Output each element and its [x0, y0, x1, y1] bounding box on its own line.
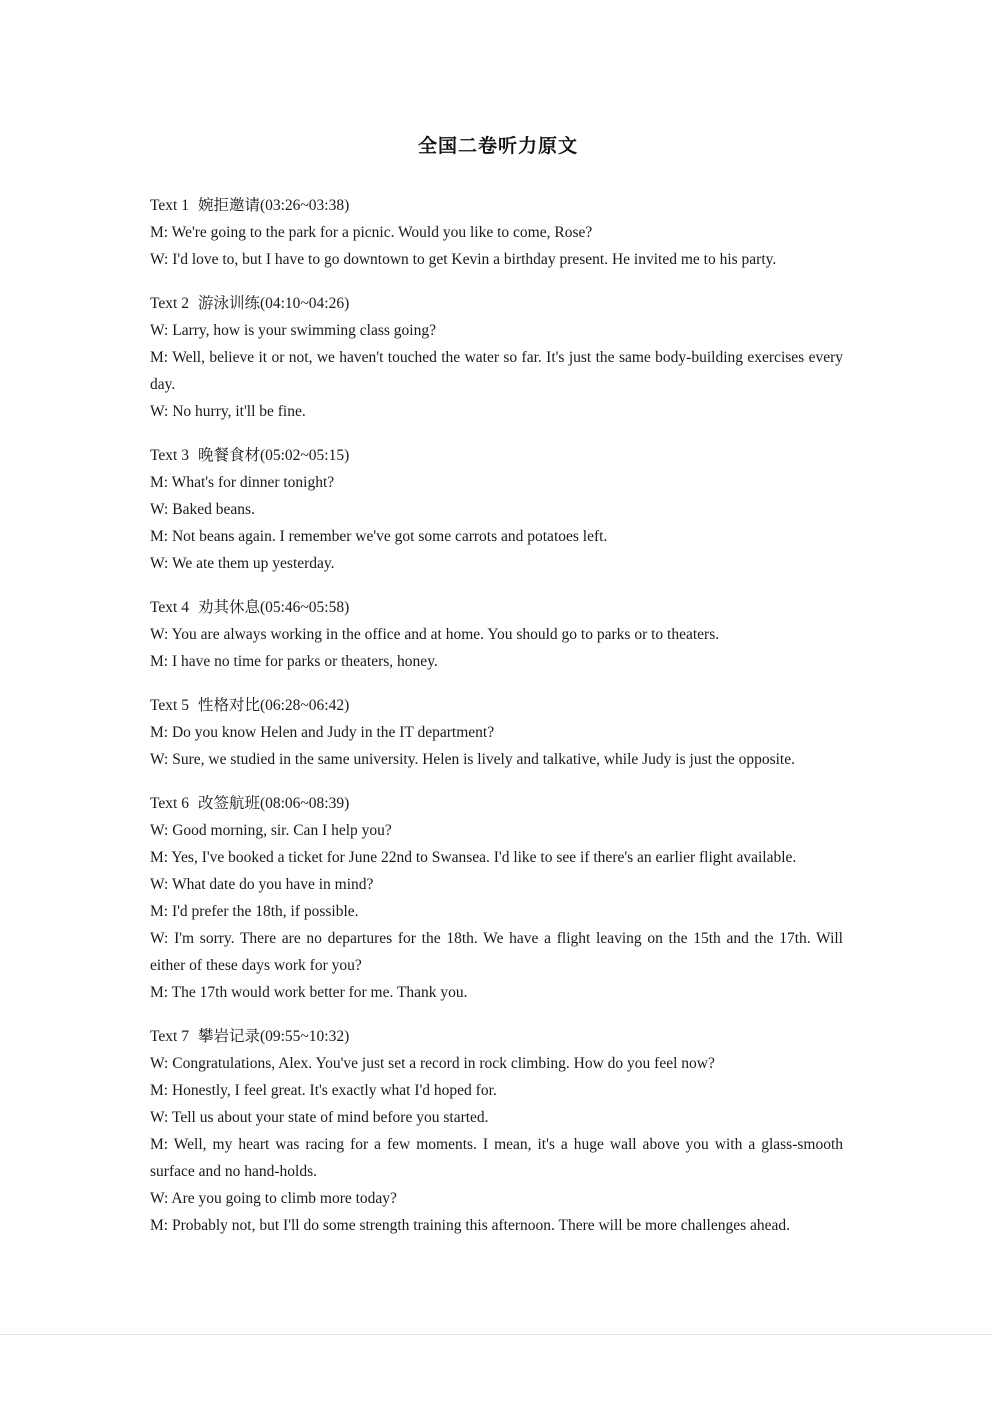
section-label: Text 5 [150, 697, 189, 714]
section-label: Text 6 [150, 795, 189, 812]
section-heading [150, 192, 843, 219]
section-topic: 攀岩记录(09:55~10:32) [197, 1028, 350, 1045]
dialogue-line: W: Tell us about your state of mind before you started. [150, 1109, 489, 1126]
dialogue-line: W: We ate them up yesterday. [150, 555, 335, 572]
dialogue-line: W: Larry, how is your swimming class going? [150, 322, 436, 339]
section-label: Text 3 [150, 447, 189, 464]
section-text-3 [150, 442, 843, 577]
dialogue-line: W: Good morning, sir. Can I help you? [150, 822, 392, 839]
section-heading [150, 1023, 843, 1050]
dialogue-line: M: Well, my heart was racing for a few moments. I mean, it's a huge wall above you with a glass-smooth surface and no hand-holds. [150, 1136, 843, 1180]
dialogue-line: W: Baked beans. [150, 501, 255, 518]
dialogue-line: W: I'd love to, but I have to go downtown to get Kevin a birthday present. He invited me to his party. [150, 251, 777, 268]
section-text-1 [150, 192, 843, 273]
section-heading [150, 290, 843, 317]
section-text-2 [150, 290, 843, 425]
section-text-4 [150, 594, 843, 675]
dialogue-line: W: I'm sorry. There are no departures for the 18th. We have a flight leaving on the 15th and the 17th. Will either of these days work for you? [150, 930, 843, 974]
dialogue-line: W: Are you going to climb more today? [150, 1190, 397, 1207]
transcript-body [150, 192, 843, 1256]
dialogue-line: M: Not beans again. I remember we've got some carrots and potatoes left. [150, 528, 608, 545]
section-topic: 游泳训练(04:10~04:26) [197, 295, 350, 312]
section-heading [150, 692, 843, 719]
section-label: Text 1 [150, 197, 189, 214]
section-text-6 [150, 790, 843, 1006]
section-topic: 改签航班(08:06~08:39) [197, 795, 350, 812]
dialogue-line: M: The 17th would work better for me. Thank you. [150, 984, 468, 1001]
section-label: Text 7 [150, 1028, 189, 1045]
section-topic: 性格对比(06:28~06:42) [197, 697, 350, 714]
section-topic: 劝其休息(05:46~05:58) [197, 599, 350, 616]
dialogue-line: M: What's for dinner tonight? [150, 474, 335, 491]
section-label: Text 2 [150, 295, 189, 312]
dialogue-line: W: Congratulations, Alex. You've just set a record in rock climbing. How do you feel now? [150, 1055, 715, 1072]
dialogue-line: W: You are always working in the office and at home. You should go to parks or to theaters. [150, 626, 720, 643]
dialogue-line: M: Probably not, but I'll do some strength training this afternoon. There will be more challenges ahead. [150, 1217, 791, 1234]
section-topic: 婉拒邀请(03:26~03:38) [197, 197, 350, 214]
section-heading [150, 442, 843, 469]
section-heading [150, 594, 843, 621]
section-heading [150, 790, 843, 817]
dialogue-line: M: Well, believe it or not, we haven't touched the water so far. It's just the same body-building exercises every day. [150, 349, 843, 393]
section-label: Text 4 [150, 599, 189, 616]
document-title: 全国二卷听力原文 [417, 135, 578, 157]
dialogue-line: M: Do you know Helen and Judy in the IT department? [150, 724, 495, 741]
dialogue-line: W: Sure, we studied in the same university. Helen is lively and talkative, while Judy is just the opposite. [150, 751, 795, 768]
section-text-7 [150, 1023, 843, 1239]
dialogue-line: M: Yes, I've booked a ticket for June 22nd to Swansea. I'd like to see if there's an earlier flight available. [150, 849, 797, 866]
dialogue-line: M: I have no time for parks or theaters, honey. [150, 653, 438, 670]
section-text-5 [150, 692, 843, 773]
dialogue-line: M: We're going to the park for a picnic. Would you like to come, Rose? [150, 224, 593, 241]
section-topic: 晚餐食材(05:02~05:15) [197, 447, 350, 464]
dialogue-line: W: No hurry, it'll be fine. [150, 403, 306, 420]
dialogue-line: M: Honestly, I feel great. It's exactly what I'd hoped for. [150, 1082, 497, 1099]
page-bottom-divider [0, 1334, 992, 1335]
dialogue-line: M: I'd prefer the 18th, if possible. [150, 903, 359, 920]
dialogue-line: W: What date do you have in mind? [150, 876, 374, 893]
